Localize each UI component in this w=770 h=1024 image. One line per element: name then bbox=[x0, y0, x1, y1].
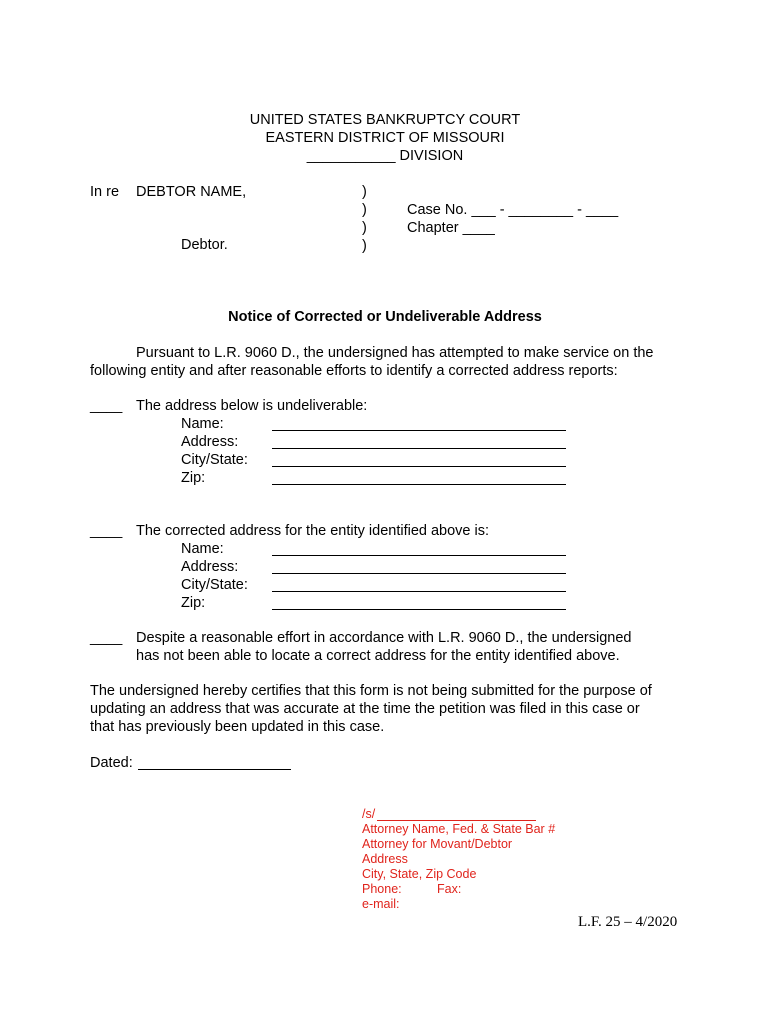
in-re-label: In re bbox=[90, 184, 120, 200]
debtor-name: DEBTOR NAME, bbox=[136, 184, 247, 200]
attorney-city-state-zip: City, State, Zip Code bbox=[362, 867, 477, 881]
undeliverable-name-field[interactable] bbox=[272, 430, 566, 431]
attorney-email: e-mail: bbox=[362, 897, 400, 911]
unable-line-1: Despite a reasonable effort in accordance with L.R. 9060 D., the undersigned bbox=[136, 630, 632, 646]
intro-line-2: following entity and after reasonable efforts to identify a corrected address reports: bbox=[90, 363, 618, 379]
corrected-heading: The corrected address for the entity identified above is: bbox=[136, 523, 490, 539]
division-label: DIVISION bbox=[399, 148, 464, 164]
corrected-zip-field[interactable] bbox=[272, 609, 566, 610]
certification-line-1: The undersigned hereby certifies that this form is not being submitted for the purpose of bbox=[90, 683, 652, 699]
signature-field[interactable] bbox=[377, 820, 536, 821]
attorney-name: Attorney Name, Fed. & State Bar # bbox=[362, 822, 556, 836]
district-name: EASTERN DISTRICT OF MISSOURI bbox=[265, 130, 505, 146]
undeliverable-address-label: Address: bbox=[181, 434, 239, 450]
attorney-phone: Phone: bbox=[362, 882, 402, 896]
dated-field[interactable] bbox=[138, 769, 291, 770]
corrected-address-label: Address: bbox=[181, 559, 239, 575]
chapter-number: Chapter ____ bbox=[407, 220, 495, 236]
corrected-zip-label: Zip: bbox=[181, 595, 206, 611]
unable-line-2: has not been able to locate a correct address for the entity identified above. bbox=[136, 648, 620, 664]
undeliverable-name-label: Name: bbox=[181, 416, 224, 432]
checkbox-corrected[interactable]: ____ bbox=[90, 523, 123, 539]
corrected-city-state-field[interactable] bbox=[272, 591, 566, 592]
caption-paren: ) bbox=[362, 184, 367, 200]
caption-paren: ) bbox=[362, 238, 367, 254]
form-identifier: L.F. 25 – 4/2020 bbox=[578, 914, 678, 930]
court-name: UNITED STATES BANKRUPTCY COURT bbox=[249, 112, 521, 128]
attorney-for: Attorney for Movant/Debtor bbox=[362, 837, 513, 851]
undeliverable-city-state-label: City/State: bbox=[181, 452, 248, 468]
dated-label: Dated: bbox=[90, 755, 133, 771]
certification-line-3: that has previously been updated in this case. bbox=[90, 719, 385, 735]
debtor-label: Debtor. bbox=[181, 237, 228, 253]
attorney-address: Address bbox=[362, 852, 408, 866]
corrected-address-field[interactable] bbox=[272, 573, 566, 574]
corrected-name-label: Name: bbox=[181, 541, 224, 557]
intro-line-1: Pursuant to L.R. 9060 D., the undersigned has attempted to make service on the bbox=[136, 345, 654, 361]
corrected-city-state-label: City/State: bbox=[181, 577, 248, 593]
undeliverable-heading: The address below is undeliverable: bbox=[136, 398, 368, 414]
undeliverable-zip-label: Zip: bbox=[181, 470, 206, 486]
case-number: Case No. ___ - ________ - ____ bbox=[407, 202, 619, 218]
notice-title: Notice of Corrected or Undeliverable Address bbox=[228, 309, 542, 325]
corrected-name-field[interactable] bbox=[272, 555, 566, 556]
checkbox-undeliverable[interactable]: ____ bbox=[90, 398, 123, 414]
undeliverable-zip-field[interactable] bbox=[272, 484, 566, 485]
undeliverable-address-field[interactable] bbox=[272, 448, 566, 449]
attorney-fax: Fax: bbox=[437, 882, 462, 896]
caption-paren: ) bbox=[362, 220, 367, 236]
division-line bbox=[0, 147, 770, 165]
checkbox-unable[interactable]: ____ bbox=[90, 630, 123, 646]
caption-paren: ) bbox=[362, 202, 367, 218]
undeliverable-city-state-field[interactable] bbox=[272, 466, 566, 467]
certification-line-2: updating an address that was accurate at the time the petition was filed in this case or bbox=[90, 701, 640, 717]
division-blank: ___________ bbox=[306, 148, 396, 164]
signature-prefix: /s/ bbox=[362, 807, 376, 821]
